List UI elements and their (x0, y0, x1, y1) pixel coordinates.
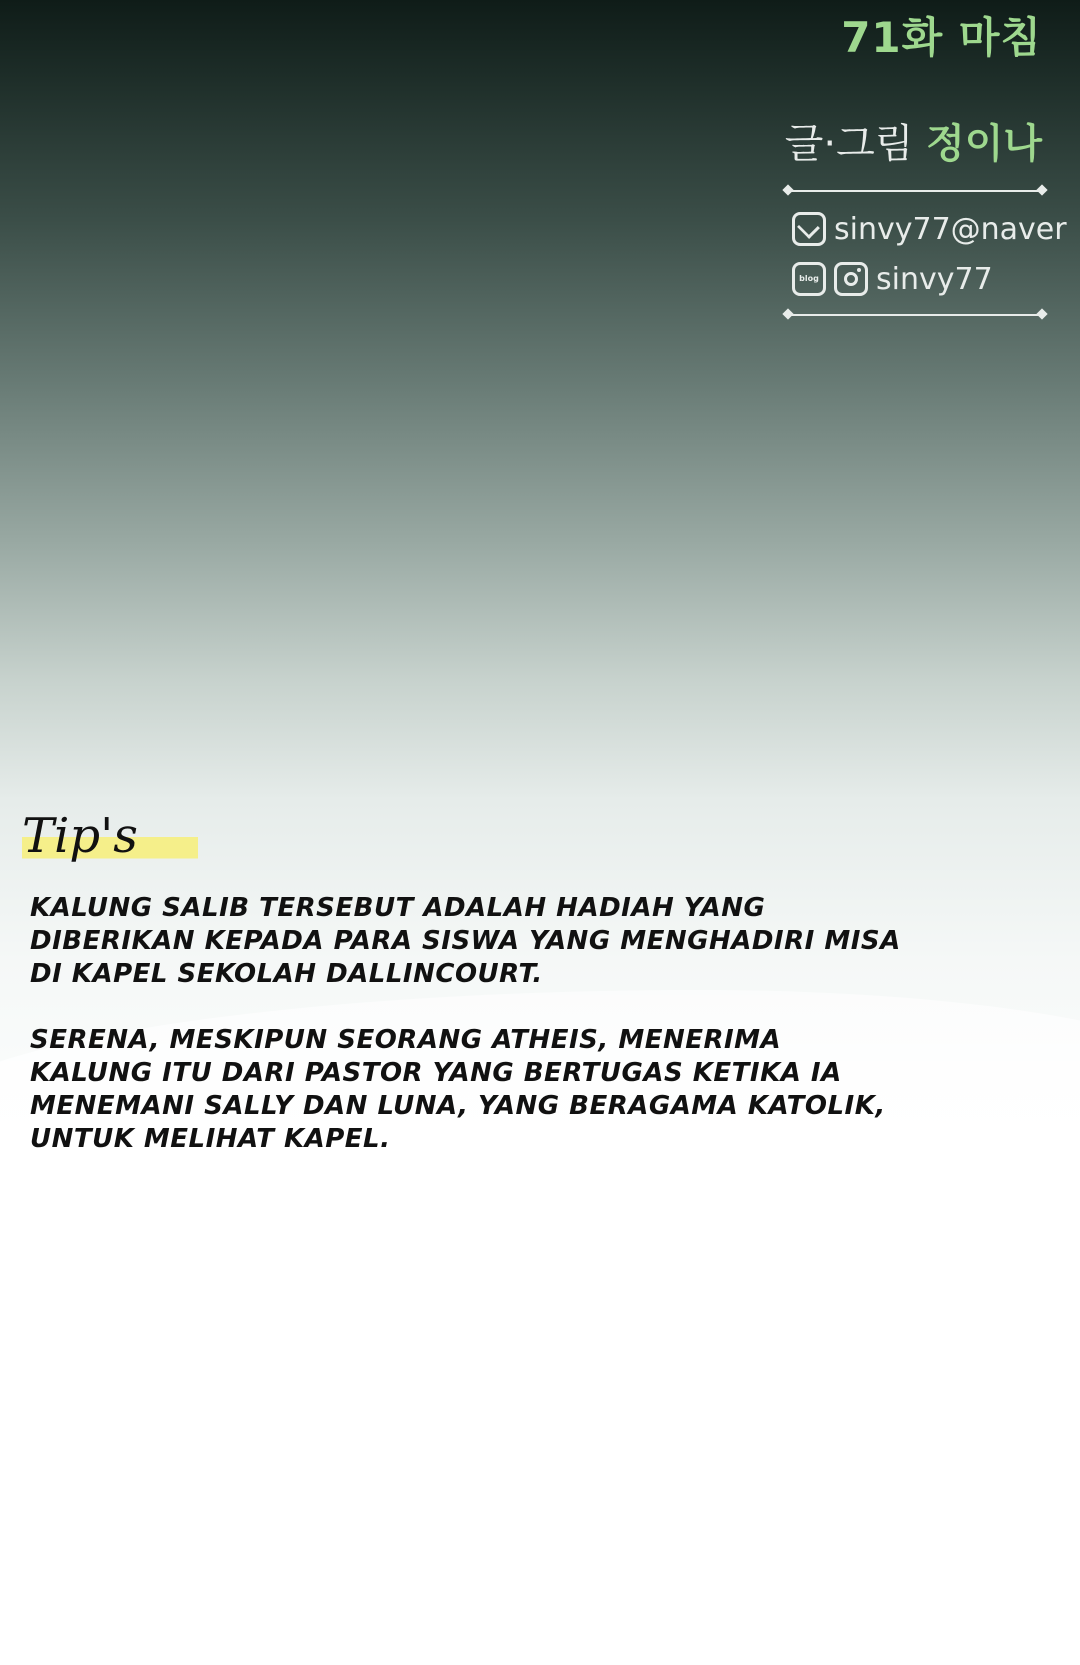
tip-paragraph: SERENA, MESKIPUN SEORANG ATHEIS, MENERIMA KALUNG ITU DARI PASTOR YANG BERTUGAS KETIKA IA MENEMANI SALLY DAN LUNA, YANG BERAGAMA KATOLIK, UNTUK MELIHAT KAPEL. (30, 1025, 886, 1154)
tips-body (30, 892, 910, 1189)
chapter-end-title: 71화 마침 (841, 13, 1042, 62)
instagram-icon (834, 262, 868, 296)
email-row (792, 204, 1067, 254)
author-name: 정이나 (926, 121, 1042, 167)
divider-bottom (788, 314, 1042, 316)
tip-paragraph: KALUNG SALIB TERSEBUT ADALAH HADIAH YANG DIBERIKAN KEPADA PARA SISWA YANG MENGHADIRI MISA DI KAPEL SEKOLAH DALLINCOURT. (30, 893, 901, 989)
mail-icon (792, 212, 826, 246)
email-text: sinvy77@naver (834, 211, 1067, 247)
author-credit (742, 120, 1042, 168)
author-prefix: 글·그림 (784, 121, 927, 167)
social-handle: sinvy77 (876, 261, 993, 297)
tips-heading: Tip's (22, 808, 198, 864)
credits-block (742, 8, 1067, 316)
divider-top (788, 190, 1042, 192)
blog-icon: blog (792, 262, 826, 296)
social-row (792, 254, 1042, 304)
